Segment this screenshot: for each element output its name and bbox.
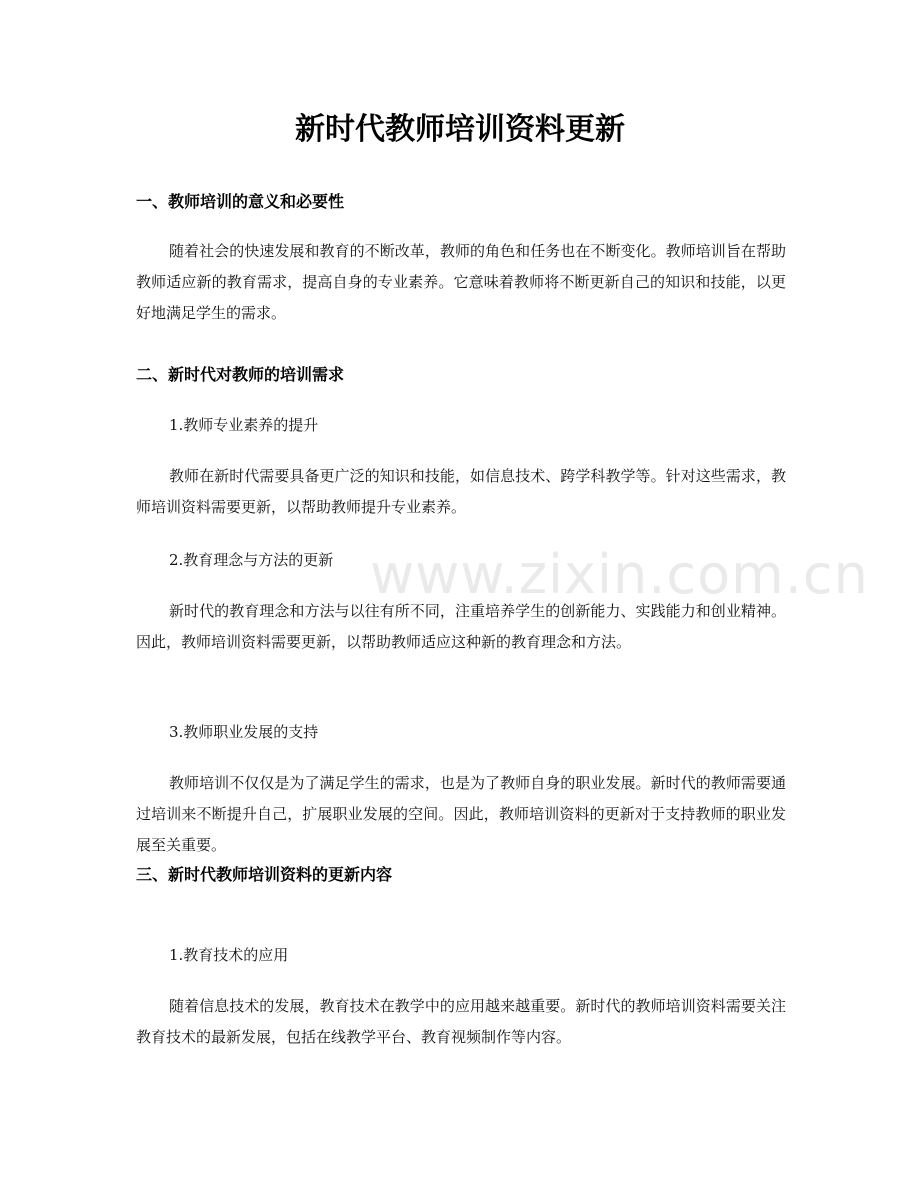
section-heading-3: 三、新时代教师培训资料的更新内容: [136, 865, 393, 884]
section-1-paragraph: 随着社会的快速发展和教育的不断改革，教师的角色和任务也在不断变化。教师培训旨在帮助教师适应新的教育需求，提高自身的专业素养。它意味着教师将不断更新自己的知识和技能，以更好地满足学生的需求。: [136, 242, 786, 322]
subsection-label-2-2: 2.教育理念与方法的更新: [169, 551, 334, 569]
subsection-label-3-1: 1.教育技术的应用: [169, 946, 289, 964]
subsection-label-2-1: 1.教师专业素养的提升: [169, 416, 319, 434]
subsection-paragraph-3-1: 随着信息技术的发展，教育技术在教学中的应用越来越重要。新时代的教师培训资料需要关注教育技术的最新发展，包括在线教学平台、教育视频制作等内容。: [136, 997, 786, 1046]
section-heading-2: 二、新时代对教师的培训需求: [136, 365, 345, 384]
subsection-label-2-3: 3.教师职业发展的支持: [169, 723, 319, 741]
subsection-paragraph-2-2: 新时代的教育理念和方法与以往有所不同，注重培养学生的创新能力、实践能力和创业精神。因此，教师培训资料需要更新，以帮助教师适应这种新的教育理念和方法。: [136, 602, 786, 651]
watermark: www.zixin.com.cn: [370, 543, 869, 606]
section-heading-1: 一、教师培训的意义和必要性: [136, 192, 345, 211]
subsection-paragraph-2-1: 教师在新时代需要具备更广泛的知识和技能，如信息技术、跨学科教学等。针对这些需求，教师培训资料需要更新，以帮助教师提升专业素养。: [136, 467, 786, 516]
page-title: 新时代教师培训资料更新: [295, 112, 625, 147]
subsection-paragraph-2-3: 教师培训不仅仅是为了满足学生的需求，也是为了教师自身的职业发展。新时代的教师需要通过培训来不断提升自己，扩展职业发展的空间。因此，教师培训资料的更新对于支持教师的职业发展至关重要。: [136, 774, 786, 854]
